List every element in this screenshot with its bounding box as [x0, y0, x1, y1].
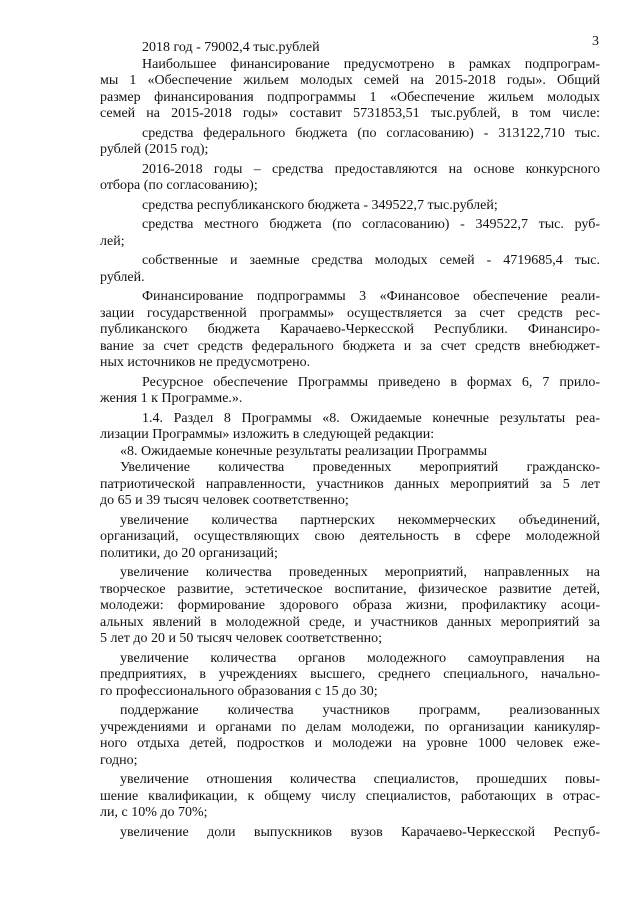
text-line: увеличение количества проведенных мероприятий, направленных на	[120, 565, 600, 580]
text-line: до 65 и 39 тысяч человек соответственно;	[100, 493, 349, 508]
text-line: ных источников не предусмотрено.	[100, 355, 311, 370]
text-line: 5 лет до 20 и 50 тысяч человек соответственно;	[100, 631, 383, 646]
text-line: 2018 год - 79002,4 тыс.рублей	[142, 40, 320, 55]
text-line: отбора (по согласованию);	[100, 178, 258, 193]
text-line: средства местного бюджета (по согласованию) - 349522,7 тыс. руб-	[142, 217, 600, 232]
text-line: зации государственной программы» осуществляется за счет средств рес-	[100, 305, 600, 321]
text-line: рублей.	[100, 269, 145, 285]
text-line: увеличение количества органов молодежного самоуправления на	[120, 650, 600, 666]
text-line: вание за счет средств федерального бюджета и за счет средств внебюджет-	[100, 338, 600, 354]
text-line: публиканского бюджета Карачаево-Черкесской Республики. Финансиро-	[100, 322, 600, 337]
text-line: семей на 2015-2018 годы» составит 5731853,51 тыс.рублей, в том числе:	[100, 106, 600, 121]
text-line: учреждениями и органами по делам молодежи, по организации каникуляр-	[100, 719, 600, 735]
text-line: ного отдыха детей, подростков и молодежи на уровне 1000 человек еже-	[100, 736, 600, 751]
text-line: увеличение доли выпускников вузов Карачаево-Черкесской Респуб-	[120, 824, 600, 840]
text-line: предприятиях, в учреждениях высшего, среднего специального, начально-	[100, 667, 600, 682]
text-line: Ресурсное обеспечение Программы приведено в формах 6, 7 прило-	[142, 374, 600, 390]
text-line: организаций, осуществляющих свою деятельность в сфере молодежной	[100, 529, 600, 544]
text-line: увеличение отношения количества специалистов, прошедших повы-	[120, 772, 600, 787]
text-line: Наибольшее финансирование предусмотрено в рамках подпрограм-	[142, 56, 600, 72]
text-line: патриотической направленности, участников данных мероприятий за 5 лет	[100, 476, 600, 492]
text-line: шение квалификации, к общему числу специалистов, работающих в отрас-	[100, 788, 600, 804]
text-line: Увеличение количества проведенных мероприятий гражданско-	[120, 460, 600, 475]
text-line: собственные и заемные средства молодых семей - 4719685,4 тыс.	[142, 253, 600, 268]
text-line: мы 1 «Обеспечение жильем молодых семей на 2015-2018 годы». Общий	[100, 73, 600, 88]
text-line: рублей (2015 год);	[100, 142, 209, 157]
section-heading: «8. Ожидаемые конечные результаты реализации Программы	[120, 443, 488, 459]
body-text	[100, 40, 600, 841]
text-line: 1.4. Раздел 8 Программы «8. Ожидаемые конечные результаты реа-	[142, 410, 600, 426]
text-line: го профессионального образования с 15 до 30;	[100, 683, 378, 699]
text-line: политики, до 20 организаций;	[100, 545, 278, 561]
text-line: молодежи: формирование здорового образа жизни, профилактику асоци-	[100, 598, 600, 613]
text-line: размер финансирования подпрограммы 1 «Обеспечение жильем молодых	[100, 89, 600, 105]
text-line: средства республиканского бюджета - 349522,7 тыс.рублей;	[142, 197, 498, 213]
text-line: творческое развитие, эстетическое воспитание, физическое развитие детей,	[100, 581, 600, 597]
text-line: альных явлений в молодежной среде, и участников данных мероприятий за	[100, 614, 600, 630]
text-line: 2016-2018 годы – средства предоставляются на основе конкурсного	[142, 161, 600, 177]
text-line: поддержание количества участников программ, реализованных	[120, 703, 600, 718]
text-line: лей;	[100, 233, 125, 249]
text-line: годно;	[100, 752, 138, 768]
text-line: жения 1 к Программе.».	[100, 391, 243, 406]
text-line: лизации Программы» изложить в следующей редакции:	[100, 427, 435, 442]
page-number: 3	[592, 34, 599, 49]
text-line: средства федерального бюджета (по согласованию) - 313122,710 тыс.	[142, 125, 600, 141]
text-line: увеличение количества партнерских некоммерческих объединений,	[120, 512, 600, 528]
text-line: ли, с 10% до 70%;	[100, 805, 208, 820]
text-line: Финансирование подпрограммы 3 «Финансовое обеспечение реали-	[142, 289, 600, 304]
